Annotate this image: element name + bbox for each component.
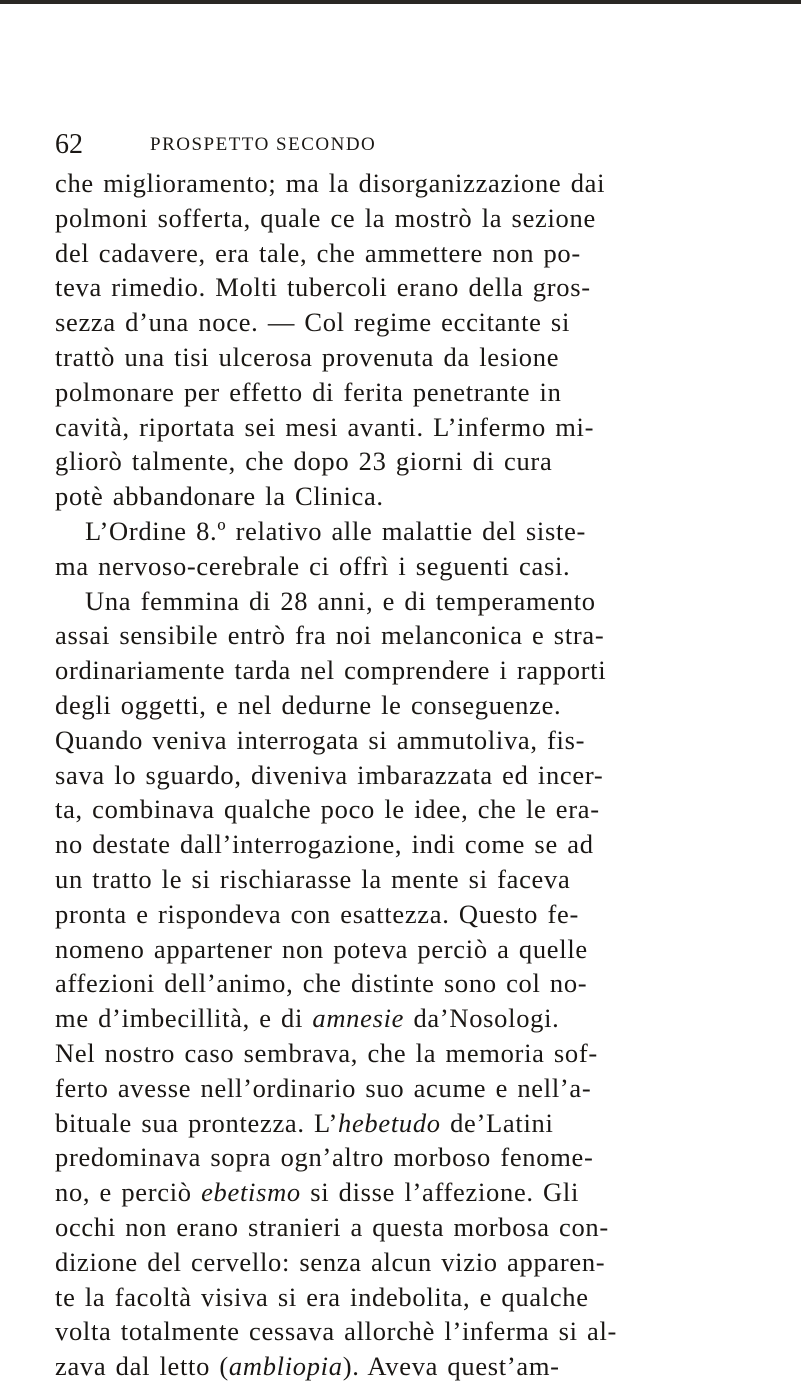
text-line: che miglioramento; ma la disorganizzazione dai — [55, 168, 606, 198]
italic-term: amnesie — [312, 1003, 405, 1034]
text-line: ma nervoso-cerebrale ci offrì i seguenti casi. — [55, 550, 571, 581]
book-page — [55, 128, 760, 1384]
text-line: sezza d’una noce. — Col regime eccitante si — [55, 307, 571, 338]
text-line: un tratto le si rischiarasse la mente si faceva — [55, 863, 571, 894]
text-line: te la facoltà visiva si era indebolita, e qualche — [55, 1281, 589, 1312]
running-head: PROSPETTO SECONDO — [150, 134, 377, 155]
text-line: no destate dall’interrogazione, indi come se ad — [55, 829, 594, 860]
text-line: Una femmina di 28 anni, e di temperamento — [85, 585, 596, 616]
text-line: ordinariamente tarda nel comprendere i rapporti — [55, 655, 607, 686]
page-header — [55, 128, 760, 162]
text-line: teva rimedio. Molti tubercoli erano della gros- — [55, 272, 591, 303]
text-line: volta totalmente cessava allorchè l’inferma si al- — [55, 1316, 618, 1347]
italic-term: hebetudo — [338, 1107, 441, 1138]
page-number: 62 — [55, 129, 83, 160]
italic-term: ambliopia — [228, 1351, 343, 1382]
text-line: me d’imbecillità, e di amnesie da’Nosologi. — [55, 1003, 560, 1034]
top-border-rule — [0, 0, 801, 4]
text-line: trattò una tisi ulcerosa provenuta da lesione — [55, 341, 560, 372]
text-line: pronta e rispondeva con esattezza. Questo fe- — [55, 898, 579, 929]
text-line: occhi non erano stranieri a questa morbosa con- — [55, 1211, 609, 1242]
text-line: dizione del cervello: senza alcun vizio apparen- — [55, 1246, 606, 1277]
text-line: affezioni dell’animo, che distinte sono col no- — [55, 968, 588, 999]
text-line: cavità, riportata sei mesi avanti. L’infermo mi- — [55, 411, 595, 442]
text-line: polmonare per effetto di ferita penetrante in — [55, 376, 562, 407]
text-line: no, e perciò ebetismo si disse l’affezione. Gli — [55, 1177, 580, 1208]
text-line: ta, combinava qualche poco le idee, che le era- — [55, 794, 600, 825]
text-line: L’Ordine 8.º relativo alle malattie del siste- — [85, 515, 587, 546]
text-line: potè abbandonare la Clinica. — [55, 481, 384, 512]
text-line: bituale sua prontezza. L’hebetudo de’Latini — [55, 1107, 554, 1138]
text-line: sava lo sguardo, diveniva imbarazzata ed incer- — [55, 759, 604, 790]
text-line: Quando veniva interrogata si ammutoliva, fis- — [55, 724, 586, 755]
text-line: Nel nostro caso sembrava, che la memoria sof- — [55, 1037, 598, 1068]
text-line: ferto avesse nell’ordinario suo acume e nell’a- — [55, 1072, 592, 1103]
italic-term: ebetismo — [201, 1177, 301, 1208]
text-line: gliorò talmente, che dopo 23 giorni di cura — [55, 446, 553, 477]
text-line: del cadavere, era tale, che ammettere non po- — [55, 237, 581, 268]
text-line: degli oggetti, e nel dedurne le conseguenze. — [55, 689, 562, 720]
text-line: nomeno appartener non poteva perciò a quelle — [55, 933, 588, 964]
text-line: predominava sopra ogn’altro morboso fenome- — [55, 1142, 594, 1173]
text-line: assai sensibile entrò fra noi melanconica e stra- — [55, 620, 605, 651]
body-text — [55, 166, 760, 1384]
text-line: zava dal letto (ambliopia). Aveva quest’am- — [55, 1351, 560, 1382]
text-line: polmoni sofferta, quale ce la mostrò la sezione — [55, 202, 596, 233]
